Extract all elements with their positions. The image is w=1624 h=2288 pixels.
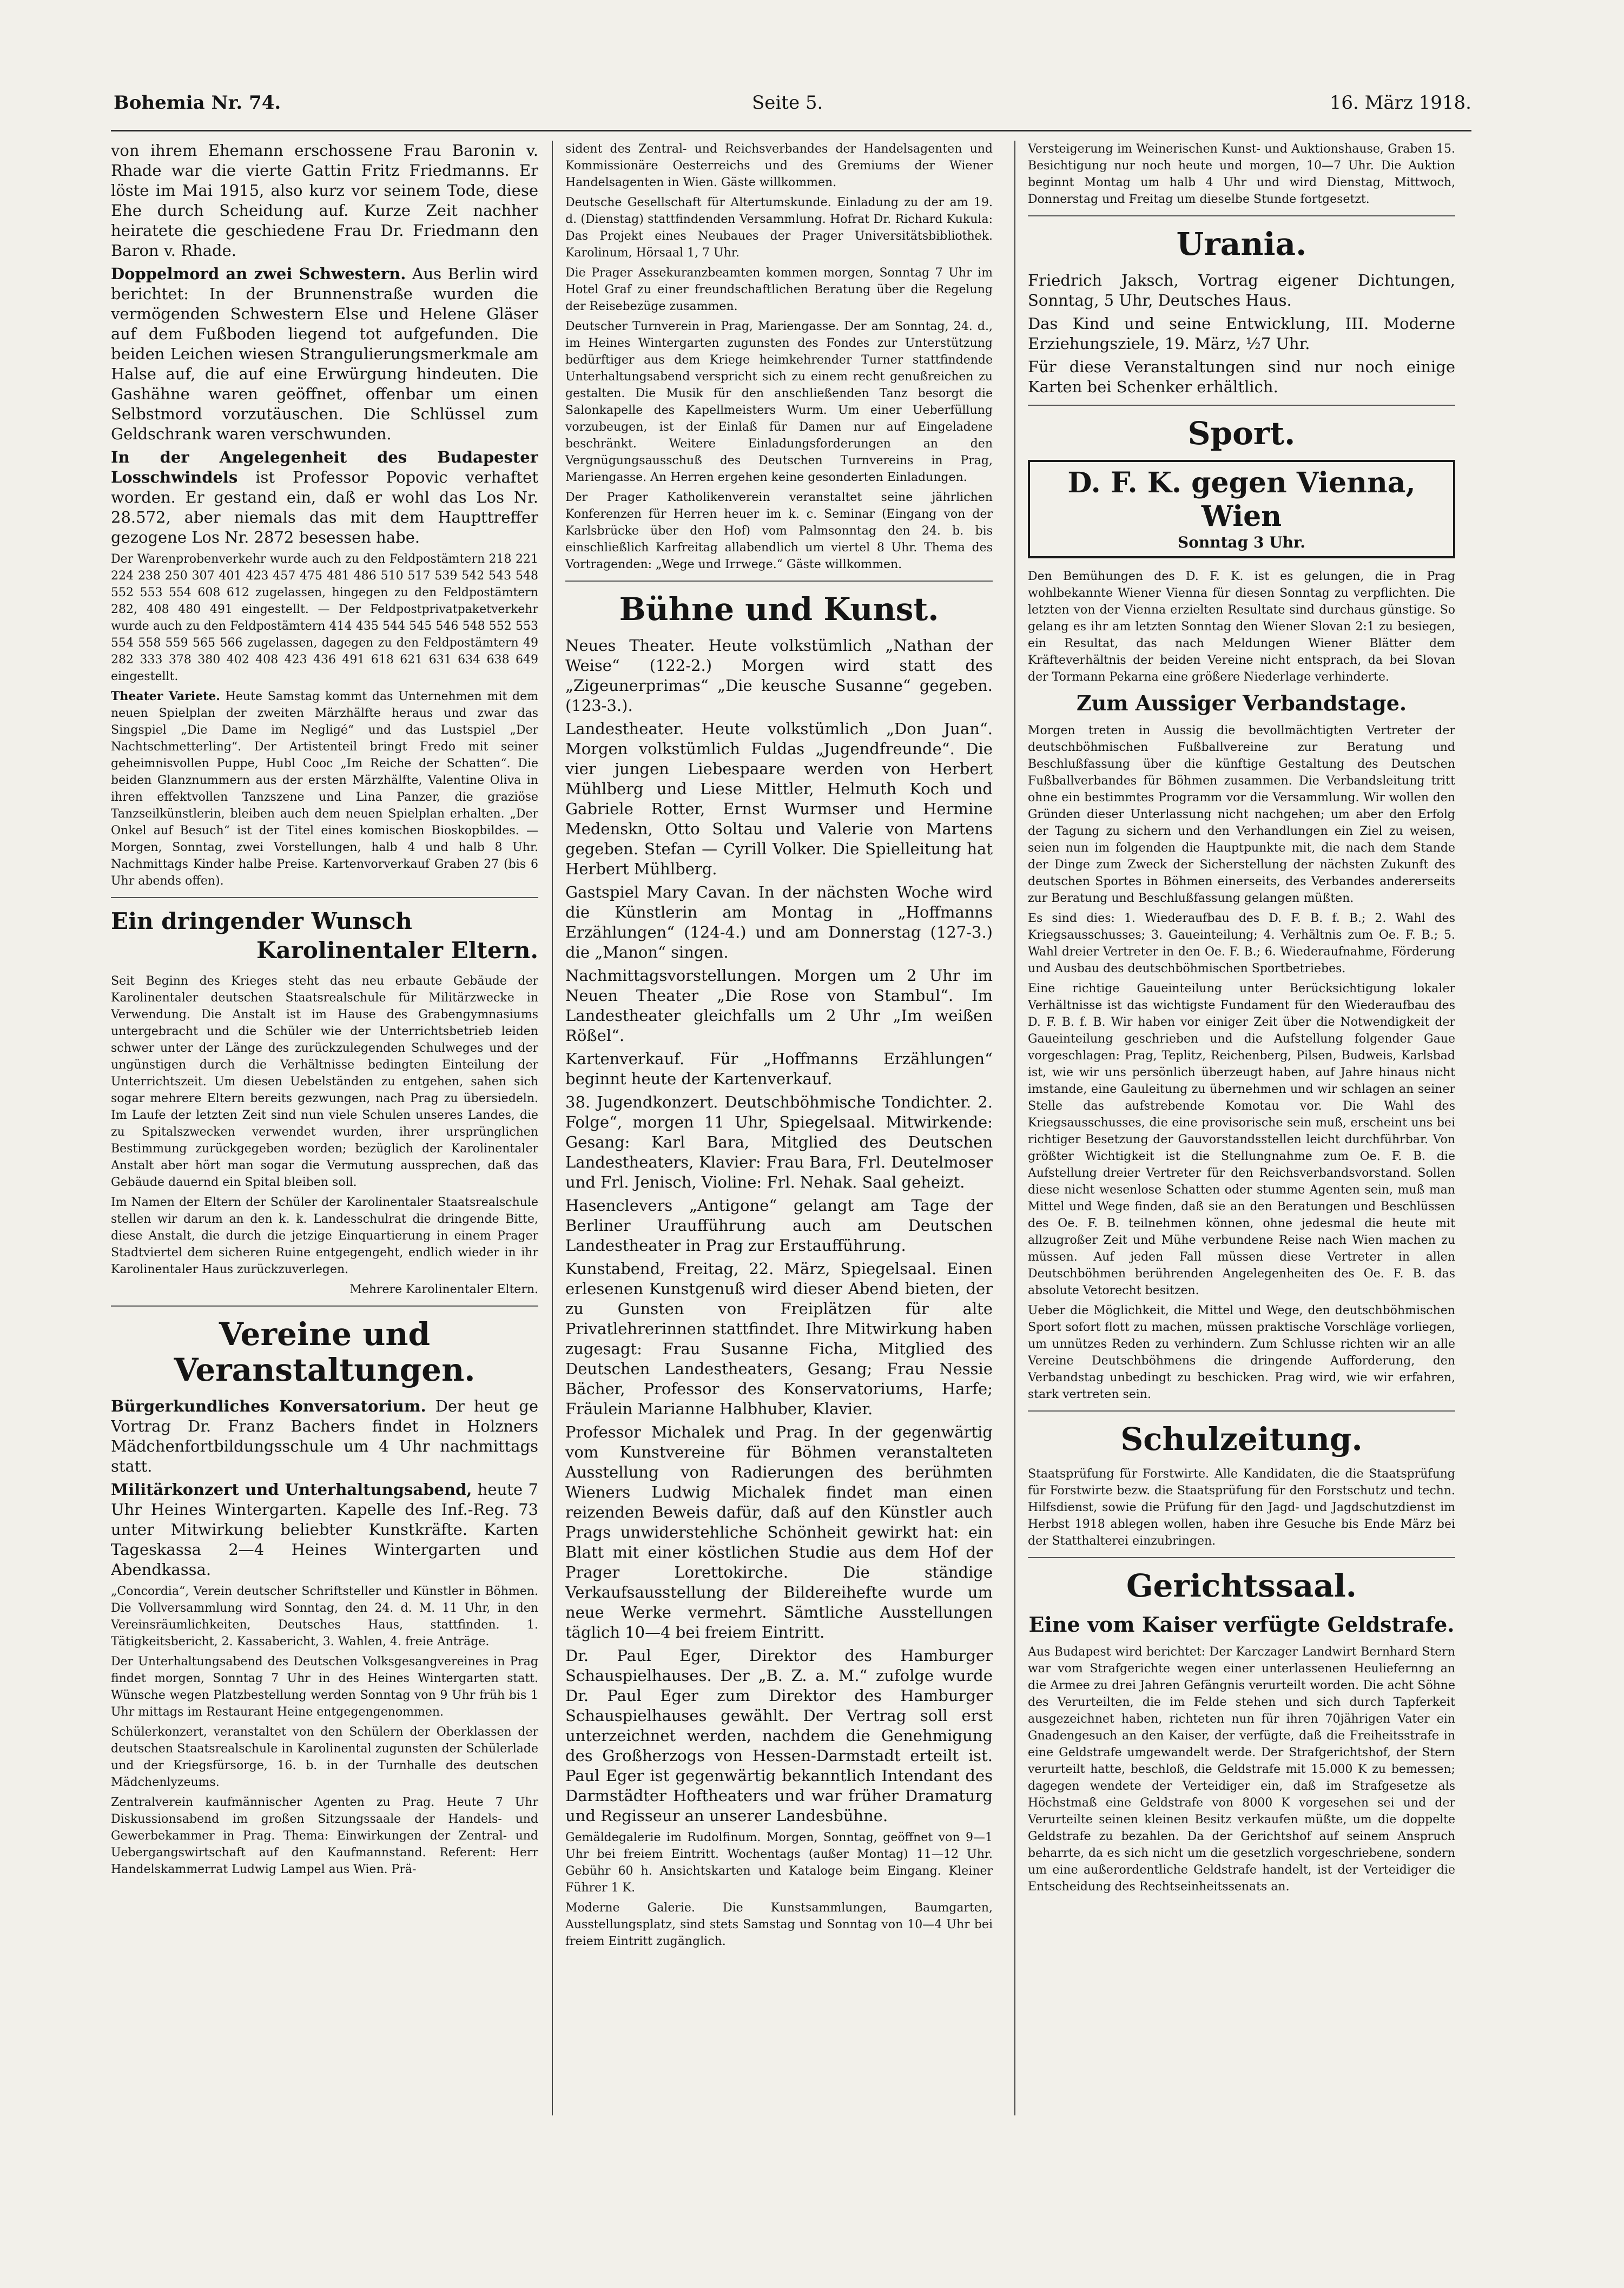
column-2	[565, 141, 993, 2115]
section-rule	[111, 897, 538, 898]
wunsch-signature: Mehrere Karolinentaler Eltern.	[349, 1283, 538, 1296]
article-body: Heute Samstag kommt das Unternehmen mit dem neuen Spielplan der zweiten Märzhälfte heraus und zwar das Singspiel „Die Dame im Negligé“ und das Lustspiel „Der Nachtschmetterling“. Der Artistenteil bringt Fredo mit seiner geheimnisvollen Puppe, Hubl Cooc „Im Reiche der Schatten“. Die beiden Glanznummern aus der ersten Märzhälfte, Valentine Oliva in ihren effektvollen Tanzszene und Lina Panzer, die graziöse Tanzseilkünstlerin, bleiben auch dem neuen Spielplan erhalten. „Der Onkel auf Besuch“ ist der Titel eines komischen Bioskopbildes. — Morgen, Sonntag, zwei Vorstellungen, halb 4 und halb 8 Uhr. Nachmittags Kinder halbe Preise. Kartenvorverkauf Graben 27 (bis 6 Uhr abends offen).	[111, 690, 538, 888]
section-title-sport: Sport.	[1187, 415, 1296, 452]
wunsch-headline-line1: Ein dringender Wunsch	[111, 908, 412, 934]
article-altertumskunde: Deutsche Gesellschaft für Altertumskunde. Einladung zu der am 19. d. (Dienstag) stattfindenden Versammlung. Hofrat Dr. Richard Kukula: Das Projekt eines Neubaues der Prager Universitätsbibliothek. Karolinum, Hörsaal 1, 7 Uhr.	[565, 196, 993, 260]
article-feldpost: Der Warenprobenverkehr wurde auch zu den Feldpostämtern 218 221 224 238 250 307 401 423 457 475 481 486 510 517 539 542 543 548 552 553 554 608 612 zugelassen, hingegen zu den Feldpostämtern 282, 408 480 491 eingestellt. — Der Feldpostprivatpaketverkehr wurde auch zu den Feldpostämtern 414 435 544 545 546 548 552 553 554 558 559 565 566 zugelassen, dagegen zu den Feldpostämtern 49 282 333 378 380 402 408 423 436 491 618 621 631 634 638 649 eingestellt.	[111, 552, 538, 683]
article-dfk: Den Bemühungen des D. F. K. ist es gelungen, die in Prag wohlbekannte Wiener Vienna für diesen Sonntag zu verpflichten. Die letzten von der Vienna erzielten Resultate sind durchaus günstige. So gelang es ihr am letzten Sonntag den Wiener Slovan 2:1 zu besiegen, ein Resultat, das nach Meldungen Wiener Blätter dem Kräfteverhältnis der beiden Vereine nicht entsprach, da bei Slovan der Tormann Pekarna eine größere Niederlage verhinderte.	[1028, 570, 1455, 684]
section-rule	[1028, 1410, 1455, 1412]
article-baronin: von ihrem Ehemann erschossene Frau Baronin v. Rhade war die vierte Gattin Fritz Friedmanns. Er löste im Mai 1915, also kurz vor seinem Tode, diese Ehe durch Scheidung auf. Kurze Zeit nachher heiratete die geschiedene Frau Dr. Friedmann den Baron v. Rhade.	[111, 141, 538, 260]
page-header	[114, 92, 1471, 124]
article-heading: In der Angelegenheit des Budapester Losschwindels	[111, 448, 538, 486]
article-body: ist Professor Popovic verhaftet worden. Er gestand ein, daß er wohl das Los Nr. 28.572, aber niemals das mit dem Haupttreffer gezogene Los Nr. 2872 besessen habe.	[111, 468, 538, 546]
wunsch-body: Seit Beginn des Krieges steht das neu erbaute Gebäude der Karolinentaler deutschen Staatsrealschule für Militärzwecke in Verwendung. Die Anstalt ist im Hause des Grabengymnasiums untergebracht und die Schüler wie der Unterrichtsbetrieb leiden schwer unter der Länge des zurückzulegenden Schulweges und der ungünstigen durch die Verhältnisse bedingten Einteilung der Unterrichtszeit. Um diesen Uebelständen zu entgehen, sahen sich sogar mehrere Eltern bereits gezwungen, nach Prag zu übersiedeln. Im Laufe der letzten Zeit sind nun viele Schulen unseres Landes, die zu Spitalszwecken verwendet wurden, ihrer ursprünglichen Bestimmung zurückgegeben worden; bezüglich der Karolinentaler Anstalt aber hört man sogar die Vermutung aussprechen, daß das Gebäude dauernd ein Spital bleiben soll.	[111, 974, 538, 1189]
article-body: heute 7 Uhr Heines Wintergarten. Kapelle des Inf.-Reg. 73 unter Mitwirkung beliebter Kunstkräfte. Karten Tageskassa 2—4 Heines Wintergarten und Abendkassa.	[111, 1480, 538, 1579]
urania-item: Für diese Veranstaltungen sind nur noch einige Karten bei Schenker erhältlich.	[1028, 358, 1455, 396]
article-unterhaltungsabend: Der Unterhaltungsabend des Deutschen Volksgesangvereines in Prag findet morgen, Sonntag 7 Uhr in des Heines Wintergarten statt. Wünsche wegen Platzbestellung werden Sonntag von 9 Uhr früh bis 1 Uhr mittags im Restaurant Heine entgegengenommen.	[111, 1655, 538, 1719]
article-katholikenverein: Der Prager Katholikenverein veranstaltet seine jährlichen Konferenzen für Herren heuer im k. c. Seminar (Eingang von der Karlsbrücke über den Hof) vom Palmsonntag den 24. b. bis einschließlich Karfreitag allabendlich um viertel 8 Uhr. Thema des Vortragenden: „Wege und Irrwege.“ Gäste willkommen.	[565, 491, 993, 571]
article-losschwindel	[111, 447, 538, 548]
article-concordia: „Concordia“, Verein deutscher Schriftsteller und Künstler in Böhmen. Die Vollversammlung wird Sonntag, den 24. d. M. 11 Uhr, in den Vereinsräumlichkeiten, Deutsches Haus, stattfinden. 1. Tätigkeitsbericht, 2. Kassabericht, 3. Wahlen, 4. freie Anträge.	[111, 1585, 538, 1649]
column-divider	[552, 141, 553, 2115]
article-variete	[111, 688, 538, 889]
article-aussig: Morgen treten in Aussig die bevollmächtigten Vertreter der deutschböhmischen Fußballvereine zur Beratung und Beschlußfassung über die künftige Gestaltung des Deutschen Fußballverbandes für Böhmen zusammen. Die Verbandsleitung tritt ohne ein bestimmtes Programm vor die Versammlung. Wir wollen den Gründen dieser Unterlassung nicht nachgehen; um aber den Erfolg der Tagung zu sichern und den Verhandlungen ein Ziel zu weisen, seien nun im folgenden die Hauptpunkte mit, die nach dem Stande der Dinge zum Zweck der Sicherstellung der nächsten Zukunft des deutschen Sportes in Böhmen einerseits, des Verbandes andererseits zur Beratung und Beschlußfassung gelangen müßten.	[1028, 724, 1455, 905]
urania-item: Friedrich Jaksch, Vortrag eigener Dichtungen, Sonntag, 5 Uhr, Deutsches Haus.	[1028, 271, 1455, 309]
article-zentralverein: Zentralverein kaufmännischer Agenten zu Prag. Heute 7 Uhr Diskussionsabend im großen Sitzungssaale der Handels- und Gewerbekammer in Prag. Thema: Einwirkungen der Zentral- und Uebergangswirtschaft auf den Kaufmannstand. Referent: Herr Handelskammerrat Ludwig Lampel aus Wien. Prä-	[111, 1796, 538, 1876]
section-title-buehne: Bühne und Kunst.	[619, 591, 939, 628]
article-militaerkonzert	[111, 1480, 538, 1580]
article-staatspruefung: Staatsprüfung für Forstwirte. Alle Kandidaten, die die Staatsprüfung für Forstwirte bezw. die Staatsprüfung für den Forstschutz und techn. Hilfsdienst, sowie die Prüfung für den Jagd- und Jagdschutzdienst im Herbst 1918 ablegen wollen, haben ihre Gesuche bis Ende März bei der Statthalterei einzubringen.	[1028, 1467, 1455, 1548]
article-heading: Doppelmord an zwei Schwestern.	[111, 265, 406, 283]
header-publication: Bohemia Nr. 74.	[114, 92, 281, 114]
article-body: Der heut ge Vortrag Dr. Franz Bachers findet in Holzners Mädchenfortbildungsschule um 4 Uhr nachmittags statt.	[111, 1397, 538, 1475]
section-title-vereine: Vereine und Veranstaltungen.	[174, 1316, 476, 1388]
article-neues-theater: Neues Theater. Heute volkstümlich „Nathan der Weise“ (122-2.) Morgen wird statt des „Zigeunerprimas“ „Die keusche Susanne“ gegeben. (123-3.).	[565, 636, 993, 715]
article-aussig: Eine richtige Gaueinteilung unter Berücksichtigung lokaler Verhältnisse ist das wichtigste Fundament für den Wiederaufbau des D. F. B. f. B. Wir haben vor einiger Zeit über die Notwendigkeit der Gaueinteilung geschrieben und die Aufstellung folgender Gaue vorgeschlagen: Prag, Teplitz, Reichenberg, Pilsen, Budweis, Karlsbad ist, wie wir uns persönlich überzeugt haben, auf Jahre hinaus nicht imstande, eine Gauleitung zu übernehmen und wir schlagen an seiner Stelle das aufstrebende Komotau vor. Die Wahl des Kriegsausschusses, die eine provisorische sein muß, erscheint uns bei richtiger Besetzung der Gauvorstandsstellen leicht durchführbar. Von größter Wichtigkeit ist die Stellungnahme zum Oe. F. B. die Aufstellung dreier Vertreter für den Reichsverbandsvorstand. Sollen diese nicht wesenlose Schatten oder stumme Agenten sein, muß man Mittel und Wege finden, daß sie an den Beratungen und Beschlüssen des Oe. F. B. teilnehmen können, ohne jedesmal die heute mit allzugroßer Zeit und Mühe verbundene Reise nach Wien machen zu müssen. Auf jeden Fall müssen diese Vertreter in allen Deutschböhmen berührenden Angelegenheiten des Oe. F. B. das absolute Vetorecht besitzen.	[1028, 982, 1455, 1297]
article-heading: Theater Variete.	[111, 689, 220, 703]
article-michalek: Professor Michalek und Prag. In der gegenwärtig vom Kunstvereine für Böhmen veranstalteten Ausstellung von Radierungen des berühmten Wieners Ludwig Michalek findet man einen reizenden Beweis dafür, daß auf den Künstler auch Prags unwiderstehliche Schönheit gewirkt hat: ein Blatt mit einer köstlichen Studie aus dem Hof der Prager Lorettokirche. Die ständige Verkaufsausstellung der Bildereihefte wurde um neue Werke vermehrt. Sämtliche Ausstellungen täglich 10—4 bei freiem Eintritt.	[565, 1423, 993, 1641]
article-geldstrafe: Aus Budapest wird berichtet: Der Karczager Landwirt Bernhard Stern war vom Strafgerichte wegen einer unterlassenen Heuliefernng an die Armee zu drei Jahren Gefängnis verurteilt worden. Die acht Söhne des Verurteilten, die im Felde stehen und sich durch Tapferkeit ausgezeichnet haben, richteten nun für ihren 70jährigen Vater ein Gnadengesuch an den Kaiser, der verfügte, daß die Freiheitsstrafe in eine Geldstrafe umgewandelt werde. Der Strafgerichtshof, der Stern verurteilt hatte, beschloß, die Geldstrafe mit 15.000 K zu bemessen; dagegen wendete der Verteidiger ein, daß im Strafgesetze als Höchstmaß eine Geldstrafe von 8000 K vorgesehen sei und der Verurteilte seinen kleinen Besitz verkaufen müßte, um die doppelte Geldstrafe zu bezahlen. Da der Gerichtshof auf seinem Anspruch beharrte, da es sich nicht um die gesetzlich vorgeschriebene, sondern um eine außerordentliche Geldstrafe handelt, ist der Verteidiger die Entscheidung des Rechtseinheitssenats an.	[1028, 1645, 1455, 1894]
article-aussig: Es sind dies: 1. Wiederaufbau des D. F. B. f. B.; 2. Wahl des Kriegsausschusses; 3. Gaueinteilung; 4. Verhältnis zum Oe. F. B.; 5. Wahl dreier Vertreter in den Oe. F. B.; 6. Wiederaufnahme, Förderung und Ausbau des deutschböhmischen Sportbetriebes.	[1028, 912, 1455, 975]
article-body: Aus Berlin wird berichtet: In der Brunnenstraße wurden die vermögenden Schwestern Else und Helene Gläser auf dem Fußboden liegend tot aufgefunden. Die beiden Leichen wiesen Strangulierungsmerkmale am Halse auf, die auf eine Erwürgung hindeuten. Die Gashähne waren geöffnet, offenbar um einen Selbstmord vorzutäuschen. Die Schlüssel zum Geldschrank waren verschwunden.	[111, 265, 538, 443]
sport-announcement-title: D. F. K. gegen Vienna, Wien	[1067, 466, 1416, 533]
article-kartenverkauf: Kartenverkauf. Für „Hoffmanns Erzählungen“ beginnt heute der Kartenverkauf.	[565, 1050, 993, 1088]
header-page-number: Seite 5.	[752, 92, 823, 114]
wunsch-headline	[111, 907, 538, 965]
column-divider	[1014, 141, 1015, 2115]
article-assekuranz: Die Prager Assekuranzbeamten kommen morgen, Sonntag 7 Uhr im Hotel Graf zu einer freundschaftlichen Beratung über die Regelung der Reisebezüge zusammen.	[565, 266, 993, 313]
column-1	[111, 141, 538, 2115]
article-heading: Militärkonzert und Unterhaltungsabend,	[111, 1480, 472, 1499]
section-title-urania: Urania.	[1176, 226, 1307, 262]
article-hasenclever: Hasenclevers „Antigone“ gelangt am Tage der Berliner Uraufführung auch am Deutschen Landestheater in Prag zur Erstaufführung.	[565, 1196, 993, 1255]
article-turnverein: Deutscher Turnverein in Prag, Mariengasse. Der am Sonntag, 24. d., im Heines Wintergarten zugunsten des Fondes zur Unterstützung bedürftiger aus dem Kriege heimkehrender Turner stattfindende Unterhaltungsabend verspricht sich zu einem recht genußreichen zu gestalten. Die Musik für den anschließenden Tanz besorgt die Salonkapelle des Kapellmeisters Wurm. Um einer Ueberfüllung vorzubeugen, ist der Einlaß für Damen nur auf Eingeladene beschränkt. Weitere Einladungsforderungen an den Vergnügungsausschuß des Deutschen Turnvereins in Prag, Mariengasse. An Herren ergehen keine gesonderten Einladungen.	[565, 320, 993, 484]
article-jugendkonzert: 38. Jugendkonzert. Deutschböhmische Tondichter. 2. Folge“, morgen 11 Uhr, Spiegelsaal. Mitwirkende: Gesang: Karl Bara, Mitglied des Deutschen Landestheaters, Klavier: Frau Bara, Frl. Deutelmoser und Frl. Jenisch, Violine: Frl. Nehak. Saal geheizt.	[565, 1093, 993, 1191]
article-gemaeldegalerie: Gemäldegalerie im Rudolfinum. Morgen, Sonntag, geöffnet von 9—1 Uhr bei freiem Eintritt. Wochentags (außer Montag) 11—12 Uhr. Gebühr 60 h. Ansichtskarten und Kataloge beim Eingang. Kleiner Führer 1 K.	[565, 1831, 993, 1895]
wunsch-body: Im Namen der Eltern der Schüler der Karolinentaler Staatsrealschule stellen wir darum an den k. k. Landesschulrat die dringende Bitte, diese Anstalt, die durch die jetzige Einquartierung in einem Prager Stadtviertel dem sicheren Ruine entgegengeht, endlich wieder in ihr Karolinentaler Haus zurückzuverlegen.	[111, 1196, 538, 1276]
sport-announcement-time: Sonntag 3 Uhr.	[1178, 533, 1305, 551]
article-kunstabend: Kunstabend, Freitag, 22. März, Spiegelsaal. Einen erlesenen Kunstgenuß wird dieser Abend bieten, der zu Gunsten von Freiplätzen für alte Privatlehrerinnen stattfindet. Ihre Mitwirkung haben zugesagt: Frau Susanne Ficha, Mitglied des Deutschen Landestheaters, Gesang; Frau Nessie Bächer, Professor des Konservatoriums, Harfe; Fräulein Marianne Halbhuber, Klavier.	[565, 1260, 993, 1418]
section-title-gerichtssaal: Gerichtssaal.	[1126, 1567, 1357, 1604]
article-heading: Bürgerkundliches Konversatorium.	[111, 1397, 426, 1415]
sport-announcement-box	[1028, 460, 1455, 558]
header-date: 16. März 1918.	[1329, 92, 1471, 114]
article-aussig: Ueber die Möglichkeit, die Mittel und Wege, den deutschböhmischen Sport sofort flott zu machen, müssen praktische Vorschläge vorliegen, um unnützes Reden zu verhindern. Zum Schlusse richten wir an alle Vereine Deutschböhmens die dringende Aufforderung, den Verbandstag unbedingt zu beschicken. Prag wird, wie wir erfahren, stark vertreten sein.	[1028, 1304, 1455, 1401]
article-doppelmord	[111, 264, 538, 444]
section-rule	[1028, 405, 1455, 406]
article-continued: sident des Zentral- und Reichsverbandes der Handelsagenten und Kommissionäre Oesterreichs und des Gremiums der Wiener Handelsagenten in Wien. Gäste willkommen.	[565, 142, 993, 189]
column-3	[1028, 141, 1455, 2115]
article-buergerkundlich	[111, 1396, 538, 1476]
article-moderne-galerie: Moderne Galerie. Die Kunstsammlungen, Baumgarten, Ausstellungsplatz, sind stets Samstag und Sonntag von 10—4 Uhr bei freiem Eintritt zugänglich.	[565, 1901, 993, 1948]
urania-item: Das Kind und seine Entwicklung, III. Moderne Erziehungsziele, 19. März, ½7 Uhr.	[1028, 314, 1455, 353]
section-rule	[1028, 1557, 1455, 1558]
header-rule	[111, 130, 1471, 131]
article-landestheater: Landestheater. Heute volkstümlich „Don Juan“. Morgen volkstümlich Fuldas „Jugendfreunde“. Die vier jungen Liebespaare werden von Herbert Mühlberg und Liese Mittler, Helmuth Koch und Gabriele Rotter, Ernst Wurmser und Hermine Medenskn, Otto Soltau und Valerie von Martens gegeben. Stefan — Cyrill Volker. Die Spielleitung hat Herbert Mühlberg.	[565, 720, 993, 878]
section-rule	[565, 581, 993, 582]
article-versteigerung: Versteigerung im Weinerischen Kunst- und Auktionshause, Graben 15. Besichtigung nur noch heute und morgen, 10—7 Uhr. Die Auktion beginnt Montag um halb 4 Uhr und wird Dienstag, Mittwoch, Donnerstag und Freitag um dieselbe Stunde fortgesetzt.	[1028, 142, 1455, 206]
wunsch-headline-line2: Karolinentaler Eltern.	[256, 937, 538, 964]
subheading-geldstrafe: Eine vom Kaiser verfügte Geldstrafe.	[1028, 1612, 1455, 1637]
section-title-schulzeitung: Schulzeitung.	[1120, 1421, 1363, 1458]
subheading-aussig: Zum Aussiger Verbandstage.	[1076, 691, 1407, 715]
article-schuelerkonzert: Schülerkonzert, veranstaltet von den Schülern der Oberklassen der deutschen Staatsrealschule in Karolinental zugunsten der Schülerlade und der Kriegsfürsorge, 16. b. in der Turnhalle des deutschen Mädchenlyzeums.	[111, 1725, 538, 1789]
article-nachmittag: Nachmittagsvorstellungen. Morgen um 2 Uhr im Neuen Theater „Die Rose von Stambul“. Im Landestheater gleichfalls um 2 Uhr „Im weißen Rößel“.	[565, 966, 993, 1045]
section-rule	[111, 1305, 538, 1307]
article-eger: Dr. Paul Eger, Direktor des Hamburger Schauspielhauses. Der „B. Z. a. M.“ zufolge wurde Dr. Paul Eger zum Direktor des Hamburger Schauspielhauses gewählt. Der Vertrag soll erst unterzeichnet werden, nachdem die Genehmigung des Großherzogs von Hessen-Darmstadt erteilt ist. Paul Eger ist gegenwärtig bekanntlich Intendant des Darmstädter Hoftheaters und war früher Dramaturg und Regisseur an unserer Landesbühne.	[565, 1646, 993, 1825]
section-rule	[1028, 215, 1455, 216]
article-gastspiel: Gastspiel Mary Cavan. In der nächsten Woche wird die Künstlerin am Montag in „Hoffmanns Erzählungen“ (124-4.) und am Donnerstag (127-3.) die „Manon“ singen.	[565, 883, 993, 961]
